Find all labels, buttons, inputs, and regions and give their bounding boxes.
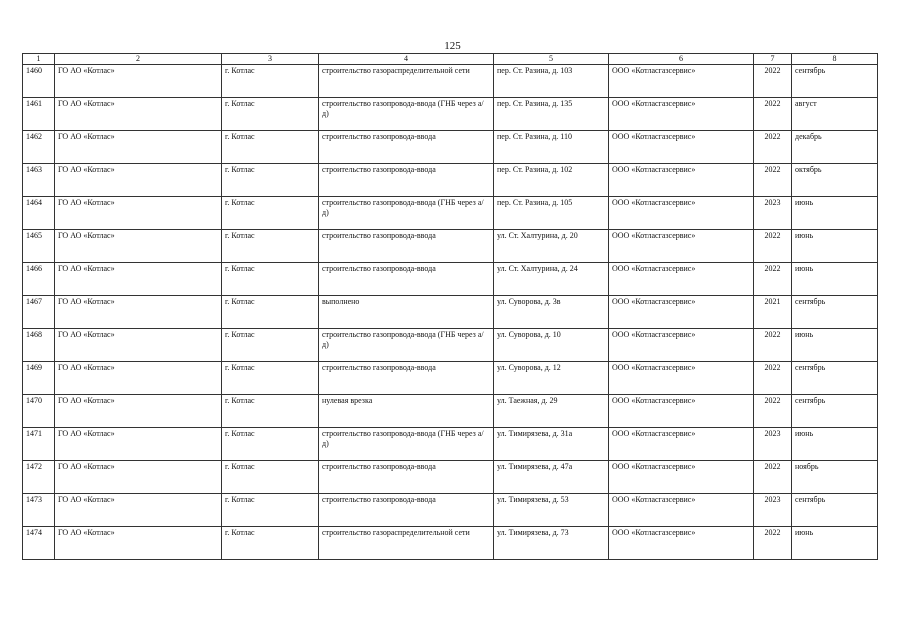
column-header: 4 bbox=[319, 54, 494, 65]
settlement-cell: г. Котлас bbox=[222, 230, 319, 263]
address-cell: пер. Ст. Разина, д. 105 bbox=[494, 197, 609, 230]
table-row bbox=[23, 131, 878, 164]
organization-cell: ООО «Котласгазсервис» bbox=[609, 98, 754, 131]
year-cell: 2022 bbox=[754, 263, 792, 296]
column-header: 2 bbox=[55, 54, 222, 65]
year-cell: 2022 bbox=[754, 395, 792, 428]
settlement-cell: г. Котлас bbox=[222, 329, 319, 362]
year-cell: 2023 bbox=[754, 197, 792, 230]
table-row bbox=[23, 362, 878, 395]
organization-cell: ООО «Котласгазсервис» bbox=[609, 263, 754, 296]
address-cell: ул. Суворова, д. 3в bbox=[494, 296, 609, 329]
address-cell: пер. Ст. Разина, д. 110 bbox=[494, 131, 609, 164]
column-header: 6 bbox=[609, 54, 754, 65]
municipality-cell: ГО АО «Котлас» bbox=[55, 131, 222, 164]
settlement-cell: г. Котлас bbox=[222, 461, 319, 494]
organization-cell: ООО «Котласгазсервис» bbox=[609, 131, 754, 164]
organization-cell: ООО «Котласгазсервис» bbox=[609, 362, 754, 395]
year-cell: 2022 bbox=[754, 65, 792, 98]
work-type-cell: строительство газораспределительной сети bbox=[319, 65, 494, 98]
address-cell: ул. Ст. Халтурина, д. 20 bbox=[494, 230, 609, 263]
address-cell: пер. Ст. Разина, д. 135 bbox=[494, 98, 609, 131]
work-type-cell: строительство газораспределительной сети bbox=[319, 527, 494, 560]
organization-cell: ООО «Котласгазсервис» bbox=[609, 527, 754, 560]
settlement-cell: г. Котлас bbox=[222, 65, 319, 98]
month-cell: июнь bbox=[792, 230, 878, 263]
month-cell: июнь bbox=[792, 263, 878, 296]
settlement-cell: г. Котлас bbox=[222, 494, 319, 527]
year-cell: 2022 bbox=[754, 527, 792, 560]
work-type-cell: строительство газопровода-ввода bbox=[319, 362, 494, 395]
organization-cell: ООО «Котласгазсервис» bbox=[609, 296, 754, 329]
work-type-cell: строительство газопровода-ввода bbox=[319, 230, 494, 263]
month-cell: октябрь bbox=[792, 164, 878, 197]
row-number: 1467 bbox=[23, 296, 55, 329]
row-number: 1461 bbox=[23, 98, 55, 131]
municipality-cell: ГО АО «Котлас» bbox=[55, 461, 222, 494]
municipality-cell: ГО АО «Котлас» bbox=[55, 296, 222, 329]
month-cell: сентябрь bbox=[792, 296, 878, 329]
organization-cell: ООО «Котласгазсервис» bbox=[609, 428, 754, 461]
table-row bbox=[23, 461, 878, 494]
year-cell: 2022 bbox=[754, 164, 792, 197]
organization-cell: ООО «Котласгазсервис» bbox=[609, 494, 754, 527]
column-header: 1 bbox=[23, 54, 55, 65]
row-number: 1463 bbox=[23, 164, 55, 197]
year-cell: 2022 bbox=[754, 98, 792, 131]
table-row bbox=[23, 395, 878, 428]
column-header: 5 bbox=[494, 54, 609, 65]
work-type-cell: строительство газопровода-ввода (ГНБ через а/д) bbox=[319, 428, 494, 461]
address-cell: ул. Тимирязева, д. 47а bbox=[494, 461, 609, 494]
row-number: 1469 bbox=[23, 362, 55, 395]
year-cell: 2022 bbox=[754, 230, 792, 263]
organization-cell: ООО «Котласгазсервис» bbox=[609, 230, 754, 263]
column-header: 3 bbox=[222, 54, 319, 65]
settlement-cell: г. Котлас bbox=[222, 527, 319, 560]
municipality-cell: ГО АО «Котлас» bbox=[55, 263, 222, 296]
row-number: 1468 bbox=[23, 329, 55, 362]
row-number: 1472 bbox=[23, 461, 55, 494]
organization-cell: ООО «Котласгазсервис» bbox=[609, 395, 754, 428]
address-cell: ул. Суворова, д. 10 bbox=[494, 329, 609, 362]
row-number: 1473 bbox=[23, 494, 55, 527]
year-cell: 2022 bbox=[754, 461, 792, 494]
work-type-cell: строительство газопровода-ввода bbox=[319, 131, 494, 164]
month-cell: сентябрь bbox=[792, 494, 878, 527]
table-row bbox=[23, 230, 878, 263]
organization-cell: ООО «Котласгазсервис» bbox=[609, 329, 754, 362]
table-row bbox=[23, 98, 878, 131]
table-row bbox=[23, 164, 878, 197]
table-row bbox=[23, 428, 878, 461]
row-number: 1464 bbox=[23, 197, 55, 230]
month-cell: сентябрь bbox=[792, 65, 878, 98]
settlement-cell: г. Котлас bbox=[222, 98, 319, 131]
column-header: 8 bbox=[792, 54, 878, 65]
year-cell: 2022 bbox=[754, 329, 792, 362]
work-type-cell: строительство газопровода-ввода bbox=[319, 263, 494, 296]
settlement-cell: г. Котлас bbox=[222, 395, 319, 428]
row-number: 1470 bbox=[23, 395, 55, 428]
column-header: 7 bbox=[754, 54, 792, 65]
row-number: 1460 bbox=[23, 65, 55, 98]
row-number: 1465 bbox=[23, 230, 55, 263]
work-type-cell: нулевая врезка bbox=[319, 395, 494, 428]
address-cell: ул. Тимирязева, д. 31а bbox=[494, 428, 609, 461]
organization-cell: ООО «Котласгазсервис» bbox=[609, 461, 754, 494]
municipality-cell: ГО АО «Котлас» bbox=[55, 197, 222, 230]
municipality-cell: ГО АО «Котлас» bbox=[55, 230, 222, 263]
municipality-cell: ГО АО «Котлас» bbox=[55, 164, 222, 197]
month-cell: июнь bbox=[792, 329, 878, 362]
address-cell: ул. Тимирязева, д. 73 bbox=[494, 527, 609, 560]
settlement-cell: г. Котлас bbox=[222, 263, 319, 296]
municipality-cell: ГО АО «Котлас» bbox=[55, 65, 222, 98]
settlement-cell: г. Котлас bbox=[222, 362, 319, 395]
year-cell: 2023 bbox=[754, 494, 792, 527]
settlement-cell: г. Котлас bbox=[222, 428, 319, 461]
work-type-cell: строительство газопровода-ввода (ГНБ через а/д) bbox=[319, 98, 494, 131]
municipality-cell: ГО АО «Котлас» bbox=[55, 329, 222, 362]
address-cell: пер. Ст. Разина, д. 102 bbox=[494, 164, 609, 197]
settlement-cell: г. Котлас bbox=[222, 131, 319, 164]
header-row bbox=[23, 54, 878, 65]
settlement-cell: г. Котлас bbox=[222, 296, 319, 329]
work-type-cell: строительство газопровода-ввода bbox=[319, 164, 494, 197]
table-row bbox=[23, 329, 878, 362]
year-cell: 2022 bbox=[754, 362, 792, 395]
organization-cell: ООО «Котласгазсервис» bbox=[609, 197, 754, 230]
month-cell: сентябрь bbox=[792, 362, 878, 395]
municipality-cell: ГО АО «Котлас» bbox=[55, 395, 222, 428]
settlement-cell: г. Котлас bbox=[222, 197, 319, 230]
work-type-cell: выполнено bbox=[319, 296, 494, 329]
address-cell: ул. Суворова, д. 12 bbox=[494, 362, 609, 395]
month-cell: сентябрь bbox=[792, 395, 878, 428]
settlement-cell: г. Котлас bbox=[222, 164, 319, 197]
month-cell: июнь bbox=[792, 428, 878, 461]
month-cell: июнь bbox=[792, 527, 878, 560]
month-cell: декабрь bbox=[792, 131, 878, 164]
year-cell: 2023 bbox=[754, 428, 792, 461]
table-row bbox=[23, 197, 878, 230]
month-cell: ноябрь bbox=[792, 461, 878, 494]
organization-cell: ООО «Котласгазсервис» bbox=[609, 65, 754, 98]
work-type-cell: строительство газопровода-ввода bbox=[319, 494, 494, 527]
municipality-cell: ГО АО «Котлас» bbox=[55, 362, 222, 395]
year-cell: 2021 bbox=[754, 296, 792, 329]
municipality-cell: ГО АО «Котлас» bbox=[55, 527, 222, 560]
page-number: 125 bbox=[444, 40, 461, 52]
month-cell: июнь bbox=[792, 197, 878, 230]
table-row bbox=[23, 296, 878, 329]
row-number: 1466 bbox=[23, 263, 55, 296]
month-cell: август bbox=[792, 98, 878, 131]
work-type-cell: строительство газопровода-ввода (ГНБ через а/д) bbox=[319, 329, 494, 362]
municipality-cell: ГО АО «Котлас» bbox=[55, 494, 222, 527]
table-row bbox=[23, 263, 878, 296]
row-number: 1471 bbox=[23, 428, 55, 461]
address-cell: ул. Таежная, д. 29 bbox=[494, 395, 609, 428]
work-type-cell: строительство газопровода-ввода bbox=[319, 461, 494, 494]
year-cell: 2022 bbox=[754, 131, 792, 164]
municipality-cell: ГО АО «Котлас» bbox=[55, 98, 222, 131]
municipality-cell: ГО АО «Котлас» bbox=[55, 428, 222, 461]
row-number: 1474 bbox=[23, 527, 55, 560]
table-row bbox=[23, 527, 878, 560]
table-row bbox=[23, 65, 878, 98]
row-number: 1462 bbox=[23, 131, 55, 164]
address-cell: пер. Ст. Разина, д. 103 bbox=[494, 65, 609, 98]
gasification-table bbox=[22, 53, 878, 560]
work-type-cell: строительство газопровода-ввода (ГНБ через а/д) bbox=[319, 197, 494, 230]
address-cell: ул. Ст. Халтурина, д. 24 bbox=[494, 263, 609, 296]
organization-cell: ООО «Котласгазсервис» bbox=[609, 164, 754, 197]
table-row bbox=[23, 494, 878, 527]
address-cell: ул. Тимирязева, д. 53 bbox=[494, 494, 609, 527]
